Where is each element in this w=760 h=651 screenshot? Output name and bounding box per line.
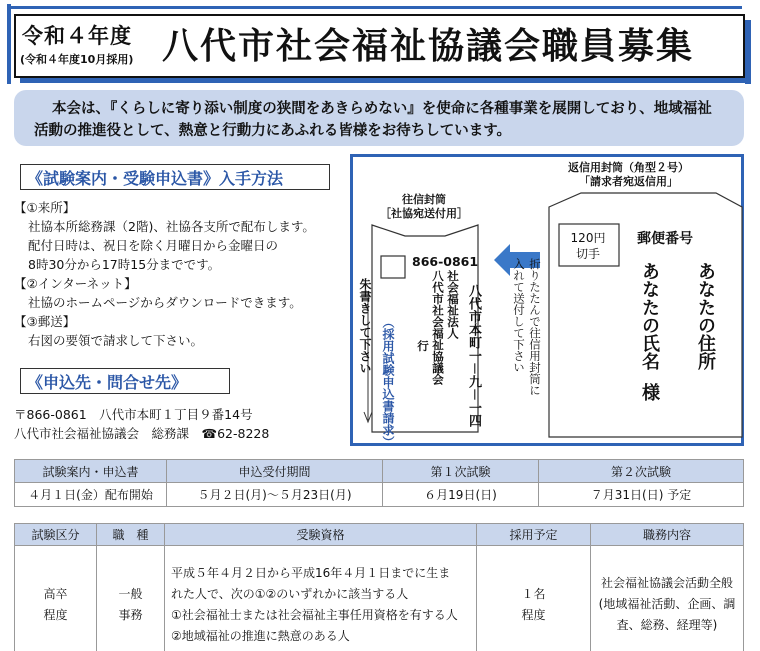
job-category-cell	[15, 546, 97, 651]
obtain-line: 【③郵送】	[14, 314, 76, 329]
intro-line-2: 活動の推進役として、熱意と行動力にあふれる皆様をお待ちしています。	[34, 123, 512, 139]
intro-line-1: 本会は、『くらしに寄り添い制度の狭間をあきらめない』を使命に各種事業を展開しており、地域福祉	[52, 101, 712, 117]
title-subtitle: (令和４年度10月採用)	[20, 53, 134, 66]
job-table	[14, 523, 744, 651]
red-ink-note: 朱書きして下さい	[358, 278, 372, 374]
job-header-row	[15, 524, 744, 546]
schedule-header: 第１次試験	[383, 460, 539, 483]
schedule-header: 第２次試験	[539, 460, 744, 483]
send-label-line-1: 往信封筒	[402, 193, 446, 206]
schedule-header: 試験案内・申込書	[15, 460, 167, 483]
qualification-line: れた人で、次の①②のいずれかに該当する人	[171, 586, 409, 601]
job-type-line: 一般	[118, 586, 143, 601]
title-year: 令和４年度	[22, 24, 132, 48]
stamp-price: 120円	[570, 231, 606, 245]
application-request-note: （採用試験申込書請求）	[381, 316, 395, 448]
job-header: 採用予定	[477, 524, 591, 546]
positions-line: １名	[521, 586, 546, 601]
job-duties-cell	[591, 546, 744, 651]
stamp-label: 切手	[575, 247, 600, 261]
qualification-line: ①社会福祉士または社会福祉主事任用資格を有する人	[171, 607, 458, 622]
return-label-line-1: 返信用封筒（角型２号）	[568, 161, 689, 174]
job-positions-cell	[477, 546, 591, 651]
obtain-heading: 《試験案内・受験申込書》入手方法	[20, 164, 330, 190]
job-header: 受験資格	[165, 524, 477, 546]
job-category-line: 高卒	[43, 586, 68, 601]
send-org-line: 行	[416, 340, 430, 352]
fold-line-1: 折りたたんで往信用封筒に	[528, 258, 542, 396]
duties-line: (地域福祉活動、企画、調	[598, 597, 736, 611]
return-label-line-2: 「請求者宛返信用」	[579, 175, 678, 188]
honorific-label: 様	[639, 383, 660, 401]
schedule-cell: ４月１日(金）配布開始	[15, 483, 167, 507]
job-qualification-cell	[165, 546, 477, 651]
job-header: 職 種	[97, 524, 165, 546]
job-type-line: 事務	[118, 607, 143, 622]
send-label-line-2: ［社協宛送付用］	[380, 207, 468, 220]
stamp-value	[562, 230, 614, 262]
send-org-line: 社会福祉法人	[446, 270, 460, 339]
qualification-line: ②地域福祉の推進に熱意のある人	[171, 628, 350, 643]
send-address: 八代市本町一－九－一四	[466, 284, 481, 428]
page-title: 八代市社会福祉協議会職員募集	[162, 26, 695, 67]
contact-heading: 《申込先・問合せ先》	[20, 368, 230, 394]
obtain-line: 【①来所】	[14, 200, 76, 215]
your-name-label: あなたの氏名	[639, 262, 660, 370]
schedule-table	[14, 459, 744, 507]
schedule-cell: ６月19日(日)	[383, 483, 539, 507]
send-envelope-label	[380, 193, 468, 221]
send-zip-code: 866-0861	[412, 254, 479, 269]
fold-instructions	[511, 258, 543, 396]
schedule-cell: ５月２日(月)～５月23日(月)	[167, 483, 383, 507]
obtain-line: 社協本所総務課（2階)、社協各支所で配布します。	[28, 219, 315, 234]
schedule-header-row	[15, 460, 744, 483]
fold-line-2: 入れて送付して下さい	[512, 258, 526, 373]
schedule-cell: ７月31日(日) 予定	[539, 483, 744, 507]
obtain-line: 【②インターネット】	[14, 276, 137, 291]
duties-line: 社会福祉協議会活動全般	[600, 576, 733, 590]
job-row	[15, 546, 744, 651]
obtain-line: 社協のホームページからダウンロードできます。	[28, 295, 302, 310]
job-header: 試験区分	[15, 524, 97, 546]
obtain-line: 8時30分から17時15分までです。	[28, 257, 221, 272]
obtain-line: 配付日時は、祝日を除く月曜日から金曜日の	[28, 238, 279, 253]
return-envelope-label	[568, 161, 689, 189]
send-recipient-org	[415, 270, 460, 385]
return-zip-label: 郵便番号	[637, 231, 693, 247]
your-address-label: あなたの住所	[695, 262, 716, 370]
schedule-row	[15, 483, 744, 507]
job-header: 職務内容	[591, 524, 744, 546]
positions-line: 程度	[521, 607, 546, 622]
contact-org: 八代市社会福祉協議会 総務課 ☎62-8228	[14, 426, 270, 441]
send-stamp-box	[381, 256, 405, 278]
contact-address: 〒866-0861 八代市本町１丁目９番14号	[14, 407, 253, 422]
job-type-cell	[97, 546, 165, 651]
duties-line: 査、総務、経理等)	[616, 618, 718, 632]
qualification-line: 平成５年４月２日から平成16年４月１日までに生ま	[171, 565, 451, 580]
job-category-line: 程度	[43, 607, 68, 622]
obtain-line: 右図の要領で請求して下さい。	[28, 333, 204, 348]
schedule-header: 申込受付期間	[167, 460, 383, 483]
send-org-line: 八代市社会福祉協議会	[431, 270, 445, 385]
